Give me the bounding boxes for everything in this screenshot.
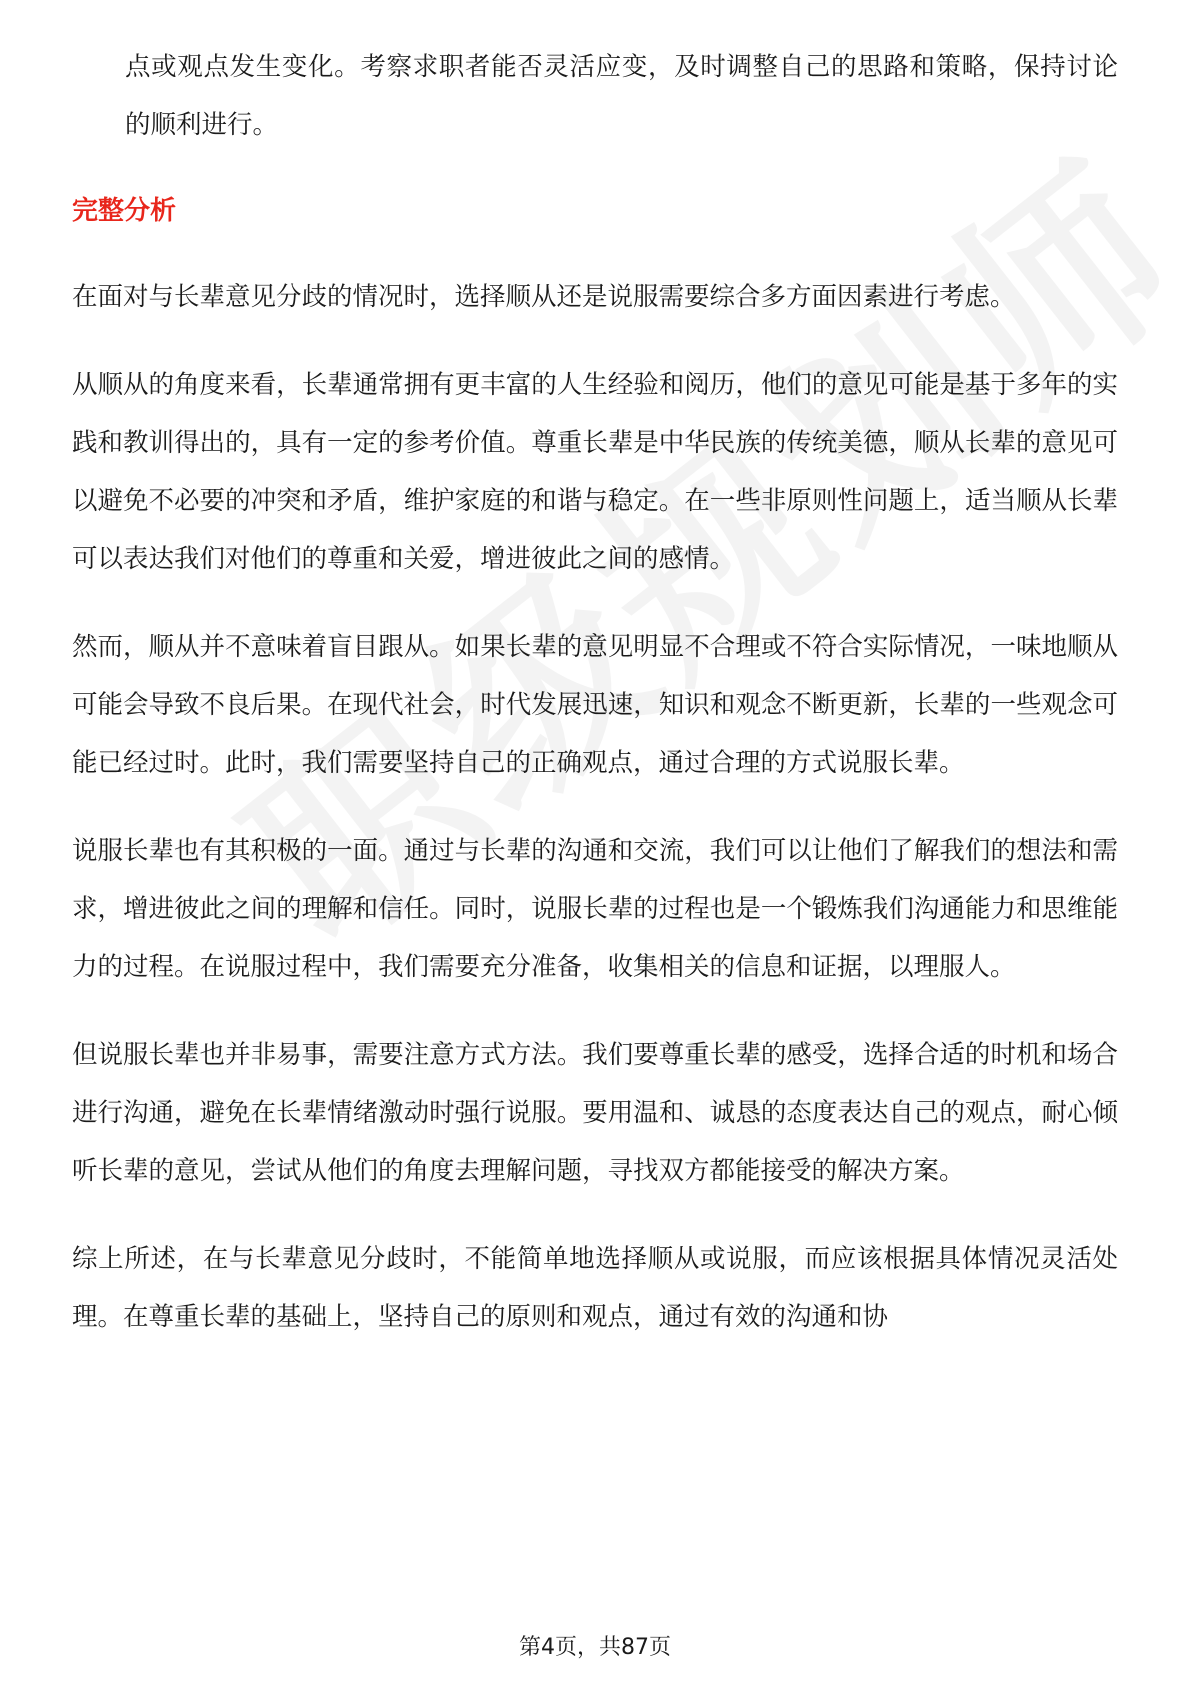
paragraph-2: 从顺从的角度来看，长辈通常拥有更丰富的人生经验和阅历，他们的意见可能是基于多年的实践和教训得出的，具有一定的参考价值。尊重长辈是中华民族的传统美德，顺从长辈的意见可以避免不必要的冲突和矛盾，维护家庭的和谐与稳定。在一些非原则性问题上，适当顺从长辈可以表达我们对他们的尊重和关爱，增进彼此之间的感情。 bbox=[72, 370, 1118, 574]
paragraph-6: 综上所述，在与长辈意见分歧时，不能简单地选择顺从或说服，而应该根据具体情况灵活处理。在尊重长辈的基础上，坚持自己的原则和观点，通过有效的沟通和协 bbox=[72, 1244, 1118, 1332]
document-body bbox=[72, 38, 1118, 1376]
section-heading: 完整分析 bbox=[72, 196, 177, 226]
intro-continuation: 点或观点发生变化。考察求职者能否灵活应变，及时调整自己的思路和策略，保持讨论的顺利进行。 bbox=[125, 52, 1118, 140]
paragraph-3: 然而，顺从并不意味着盲目跟从。如果长辈的意见明显不合理或不符合实际情况，一味地顺从可能会导致不良后果。在现代社会，时代发展迅速，知识和观念不断更新，长辈的一些观念可能已经过时。此时，我们需要坚持自己的正确观点，通过合理的方式说服长辈。 bbox=[72, 632, 1118, 778]
paragraph-5: 但说服长辈也并非易事，需要注意方式方法。我们要尊重长辈的感受，选择合适的时机和场合进行沟通，避免在长辈情绪激动时强行说服。要用温和、诚恳的态度表达自己的观点，耐心倾听长辈的意见，尝试从他们的角度去理解问题，寻找双方都能接受的解决方案。 bbox=[72, 1040, 1118, 1186]
page-footer: 第4页，共87页 bbox=[519, 1635, 671, 1660]
paragraph-4: 说服长辈也有其积极的一面。通过与长辈的沟通和交流，我们可以让他们了解我们的想法和需求，增进彼此之间的理解和信任。同时，说服长辈的过程也是一个锻炼我们沟通能力和思维能力的过程。在说服过程中，我们需要充分准备，收集相关的信息和证据，以理服人。 bbox=[72, 836, 1118, 982]
paragraph-1: 在面对与长辈意见分歧的情况时，选择顺从还是说服需要综合多方面因素进行考虑。 bbox=[72, 282, 1016, 312]
